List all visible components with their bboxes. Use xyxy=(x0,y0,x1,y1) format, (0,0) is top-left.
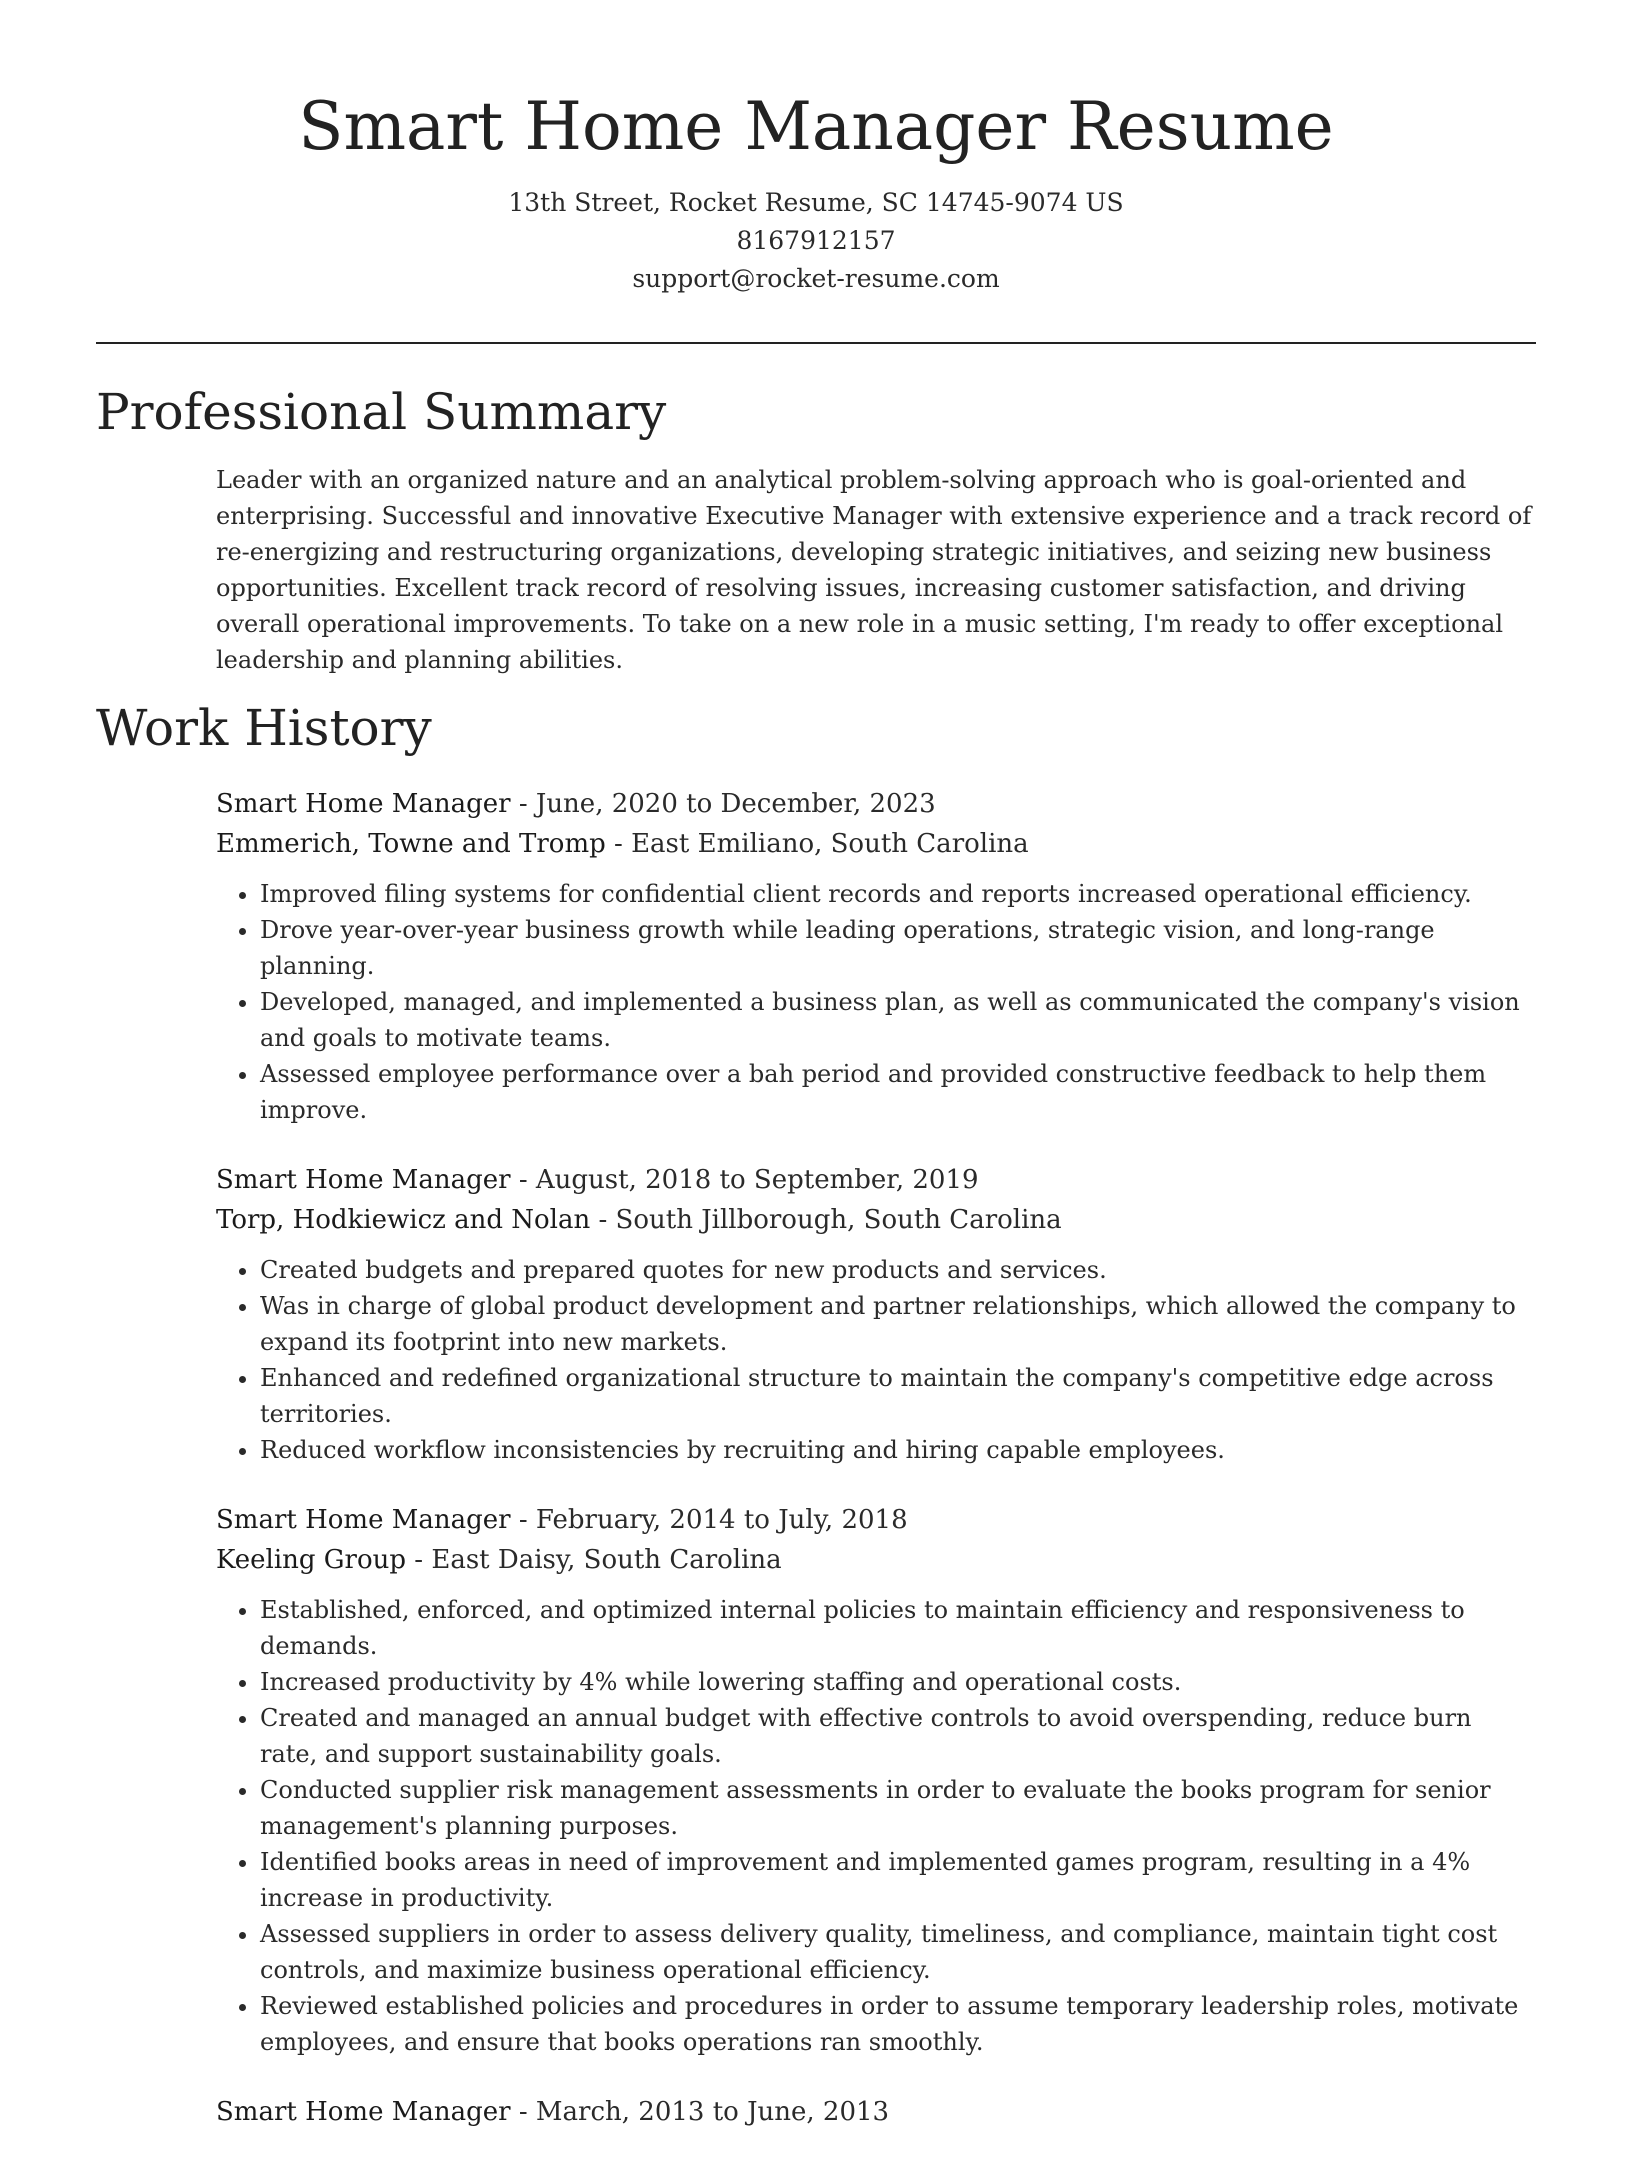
job-bullet: • Created and managed an annual budget with effective controls to avoid overspending, reduce burn rate, and support sustainability goals. xyxy=(260,1700,1536,1772)
work-history-heading: Work History xyxy=(96,699,432,757)
job-bullet: • Assessed employee performance over a bah period and provided constructive feedback to help them improve. xyxy=(260,1056,1536,1128)
job-bullet: • Developed, managed, and implemented a business plan, as well as communicated the company's vision and goals to motivate teams. xyxy=(260,984,1536,1056)
job-bullet: • Improved filing systems for confidential client records and reports increased operational efficiency. xyxy=(260,876,1536,912)
job-title: Smart Home Manager xyxy=(216,1505,511,1535)
job-title-line xyxy=(216,784,1536,824)
job-bullet: • Assessed suppliers in order to assess delivery quality, timeliness, and compliance, maintain tight cost controls, and maximize business operational efficiency. xyxy=(260,1916,1536,1988)
contact-address: 13th Street, Rocket Resume, SC 14745-9074 US xyxy=(508,188,1124,217)
job-company: Keeling Group xyxy=(216,1545,407,1575)
job-entry xyxy=(216,2092,1536,2132)
job-bullet-list xyxy=(216,1592,1536,2060)
job-bullet: • Reviewed established policies and procedures in order to assume temporary leadership roles, motivate employees, and ensure that books operations ran smoothly. xyxy=(260,1988,1536,2060)
job-company: Torp, Hodkiewicz and Nolan xyxy=(216,1205,591,1235)
job-location: - East Emiliano, South Carolina xyxy=(605,829,1029,859)
job-entry xyxy=(216,1160,1536,1468)
job-bullet: • Identified books areas in need of improvement and implemented games program, resulting in a 4% increase in productivity. xyxy=(260,1844,1536,1916)
job-title-line xyxy=(216,1160,1536,1200)
summary-text: Leader with an organized nature and an analytical problem-solving approach who is goal-oriented and enterprising. Successful and innovative Executive Manager with extensive experience and a track record of re-energizing and restructuring organizations, developing strategic initiatives, and seizing new business opportunities. Excellent track record of resolving issues, increasing customer satisfaction, and driving overall operational improvements. To take on a new role in a music setting, I'm ready to offer exceptional leadership and planning abilities. xyxy=(216,466,1532,674)
job-bullet: • Enhanced and redefined organizational structure to maintain the company's competitive edge across territories. xyxy=(260,1360,1536,1432)
job-title: Smart Home Manager xyxy=(216,789,511,819)
job-entry xyxy=(216,784,1536,1128)
job-location: - South Jillborough, South Carolina xyxy=(590,1205,1062,1235)
job-title-line xyxy=(216,2092,1536,2132)
job-bullet-list xyxy=(216,1252,1536,1468)
header-divider xyxy=(96,342,1536,344)
job-bullet-list xyxy=(216,876,1536,1128)
contact-phone: 8167912157 xyxy=(736,226,896,255)
job-title-line xyxy=(216,1500,1536,1540)
job-dates: - February, 2014 to July, 2018 xyxy=(510,1505,908,1535)
job-bullet: • Created budgets and prepared quotes for new products and services. xyxy=(260,1252,1536,1288)
job-company-line xyxy=(216,1200,1536,1240)
contact-email: support@rocket-resume.com xyxy=(632,264,1000,293)
resume-title: Smart Home Manager Resume xyxy=(298,88,1334,165)
job-bullet: • Increased productivity by 4% while lowering staffing and operational costs. xyxy=(260,1664,1536,1700)
job-entry xyxy=(216,1500,1536,2060)
job-company-line xyxy=(216,824,1536,864)
job-bullet: • Established, enforced, and optimized internal policies to maintain efficiency and responsiveness to demands. xyxy=(260,1592,1536,1664)
summary-heading: Professional Summary xyxy=(96,383,667,441)
job-bullet: • Reduced workflow inconsistencies by recruiting and hiring capable employees. xyxy=(260,1432,1536,1468)
job-location: - East Daisy, South Carolina xyxy=(406,1545,782,1575)
job-bullet: • Drove year-over-year business growth while leading operations, strategic vision, and long-range planning. xyxy=(260,912,1536,984)
job-title: Smart Home Manager xyxy=(216,2097,511,2127)
work-history-list xyxy=(216,784,1536,2164)
job-dates: - June, 2020 to December, 2023 xyxy=(510,789,936,819)
job-company-line xyxy=(216,1540,1536,1580)
job-dates: - August, 2018 to September, 2019 xyxy=(510,1165,979,1195)
job-company: Emmerich, Towne and Tromp xyxy=(216,829,606,859)
job-dates: - March, 2013 to June, 2013 xyxy=(510,2097,890,2127)
resume-header xyxy=(96,84,1536,298)
job-bullet: • Conducted supplier risk management assessments in order to evaluate the books program for senior management's planning purposes. xyxy=(260,1772,1536,1844)
contact-block xyxy=(96,184,1536,298)
job-title: Smart Home Manager xyxy=(216,1165,511,1195)
job-bullet: • Was in charge of global product development and partner relationships, which allowed the company to expand its footprint into new markets. xyxy=(260,1288,1536,1360)
